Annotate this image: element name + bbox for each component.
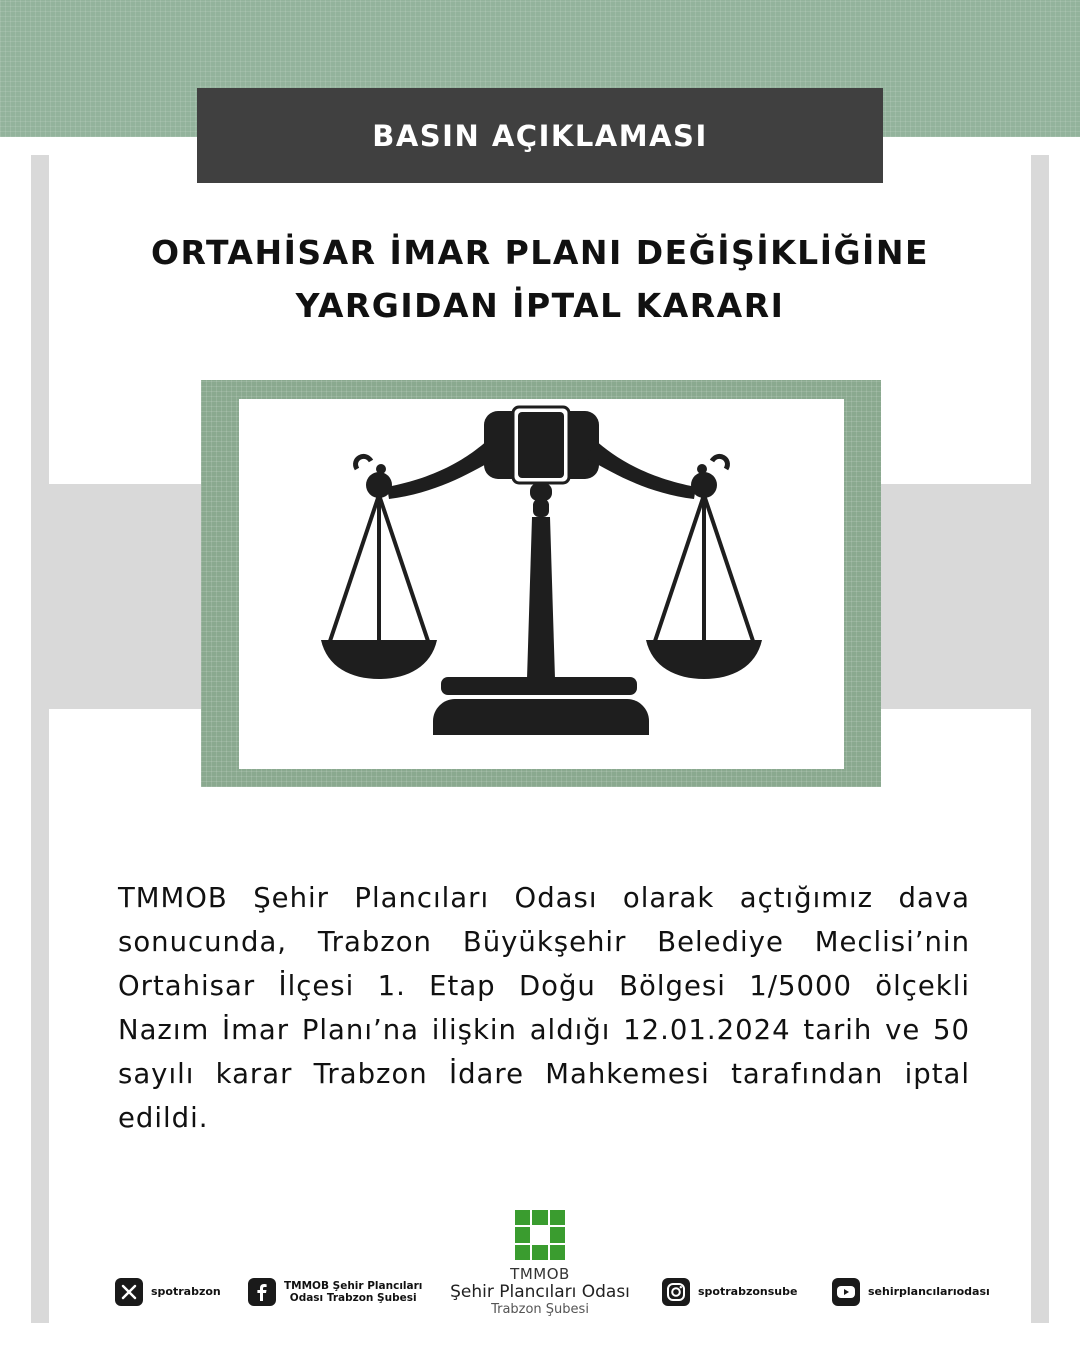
facebook-label-line-2: Odası Trabzon Şubesi	[289, 1292, 417, 1304]
logo-line-2: Şehir Plancıları Odası	[450, 1282, 630, 1302]
logo-line-1: TMMOB	[510, 1265, 570, 1283]
facebook-label	[284, 1280, 422, 1304]
social-x[interactable]	[115, 1278, 221, 1306]
illustration	[239, 399, 844, 769]
footer	[0, 1200, 1080, 1350]
x-handle: spotrabzon	[151, 1285, 221, 1298]
tmmob-logo-mark	[515, 1210, 565, 1260]
x-icon	[115, 1278, 143, 1306]
facebook-label-line-1: TMMOB Şehir Plancıları	[284, 1280, 423, 1292]
social-facebook[interactable]	[248, 1278, 422, 1306]
page-title	[100, 226, 980, 332]
facebook-icon	[248, 1278, 276, 1306]
tmmob-logo	[440, 1210, 640, 1318]
scales-of-justice-gavel-icon	[239, 399, 844, 769]
right-frame-bar	[1031, 155, 1049, 1323]
header-label: BASIN AÇIKLAMASI	[372, 118, 708, 153]
title-line-2: YARGIDAN İPTAL KARARI	[295, 286, 785, 325]
social-youtube[interactable]	[832, 1278, 990, 1306]
left-frame-bar	[31, 155, 49, 1323]
youtube-handle: sehirplancılarıodası	[868, 1285, 990, 1298]
instagram-handle: spotrabzonsube	[698, 1285, 798, 1298]
instagram-icon	[662, 1278, 690, 1306]
youtube-icon	[832, 1278, 860, 1306]
logo-line-3: Trabzon Şubesi	[491, 1302, 589, 1317]
social-instagram[interactable]	[662, 1278, 797, 1306]
press-release-body: TMMOB Şehir Plancıları Odası olarak açtığımız dava sonucunda, Trabzon Büyükşehir Belediye Meclisi’nin Ortahisar İlçesi 1. Etap Doğu Bölgesi 1/5000 ölçekli Nazım İmar Planı’na ilişkin aldığı 12.01.2024 tarih ve 50 sayılı karar Trabzon İdare Mahkemesi tarafından iptal edildi.	[118, 882, 970, 1134]
press-release-header	[197, 88, 883, 183]
title-line-1: ORTAHİSAR İMAR PLANI DEĞİŞİKLİĞİNE	[150, 233, 929, 272]
illustration-frame	[201, 380, 881, 787]
